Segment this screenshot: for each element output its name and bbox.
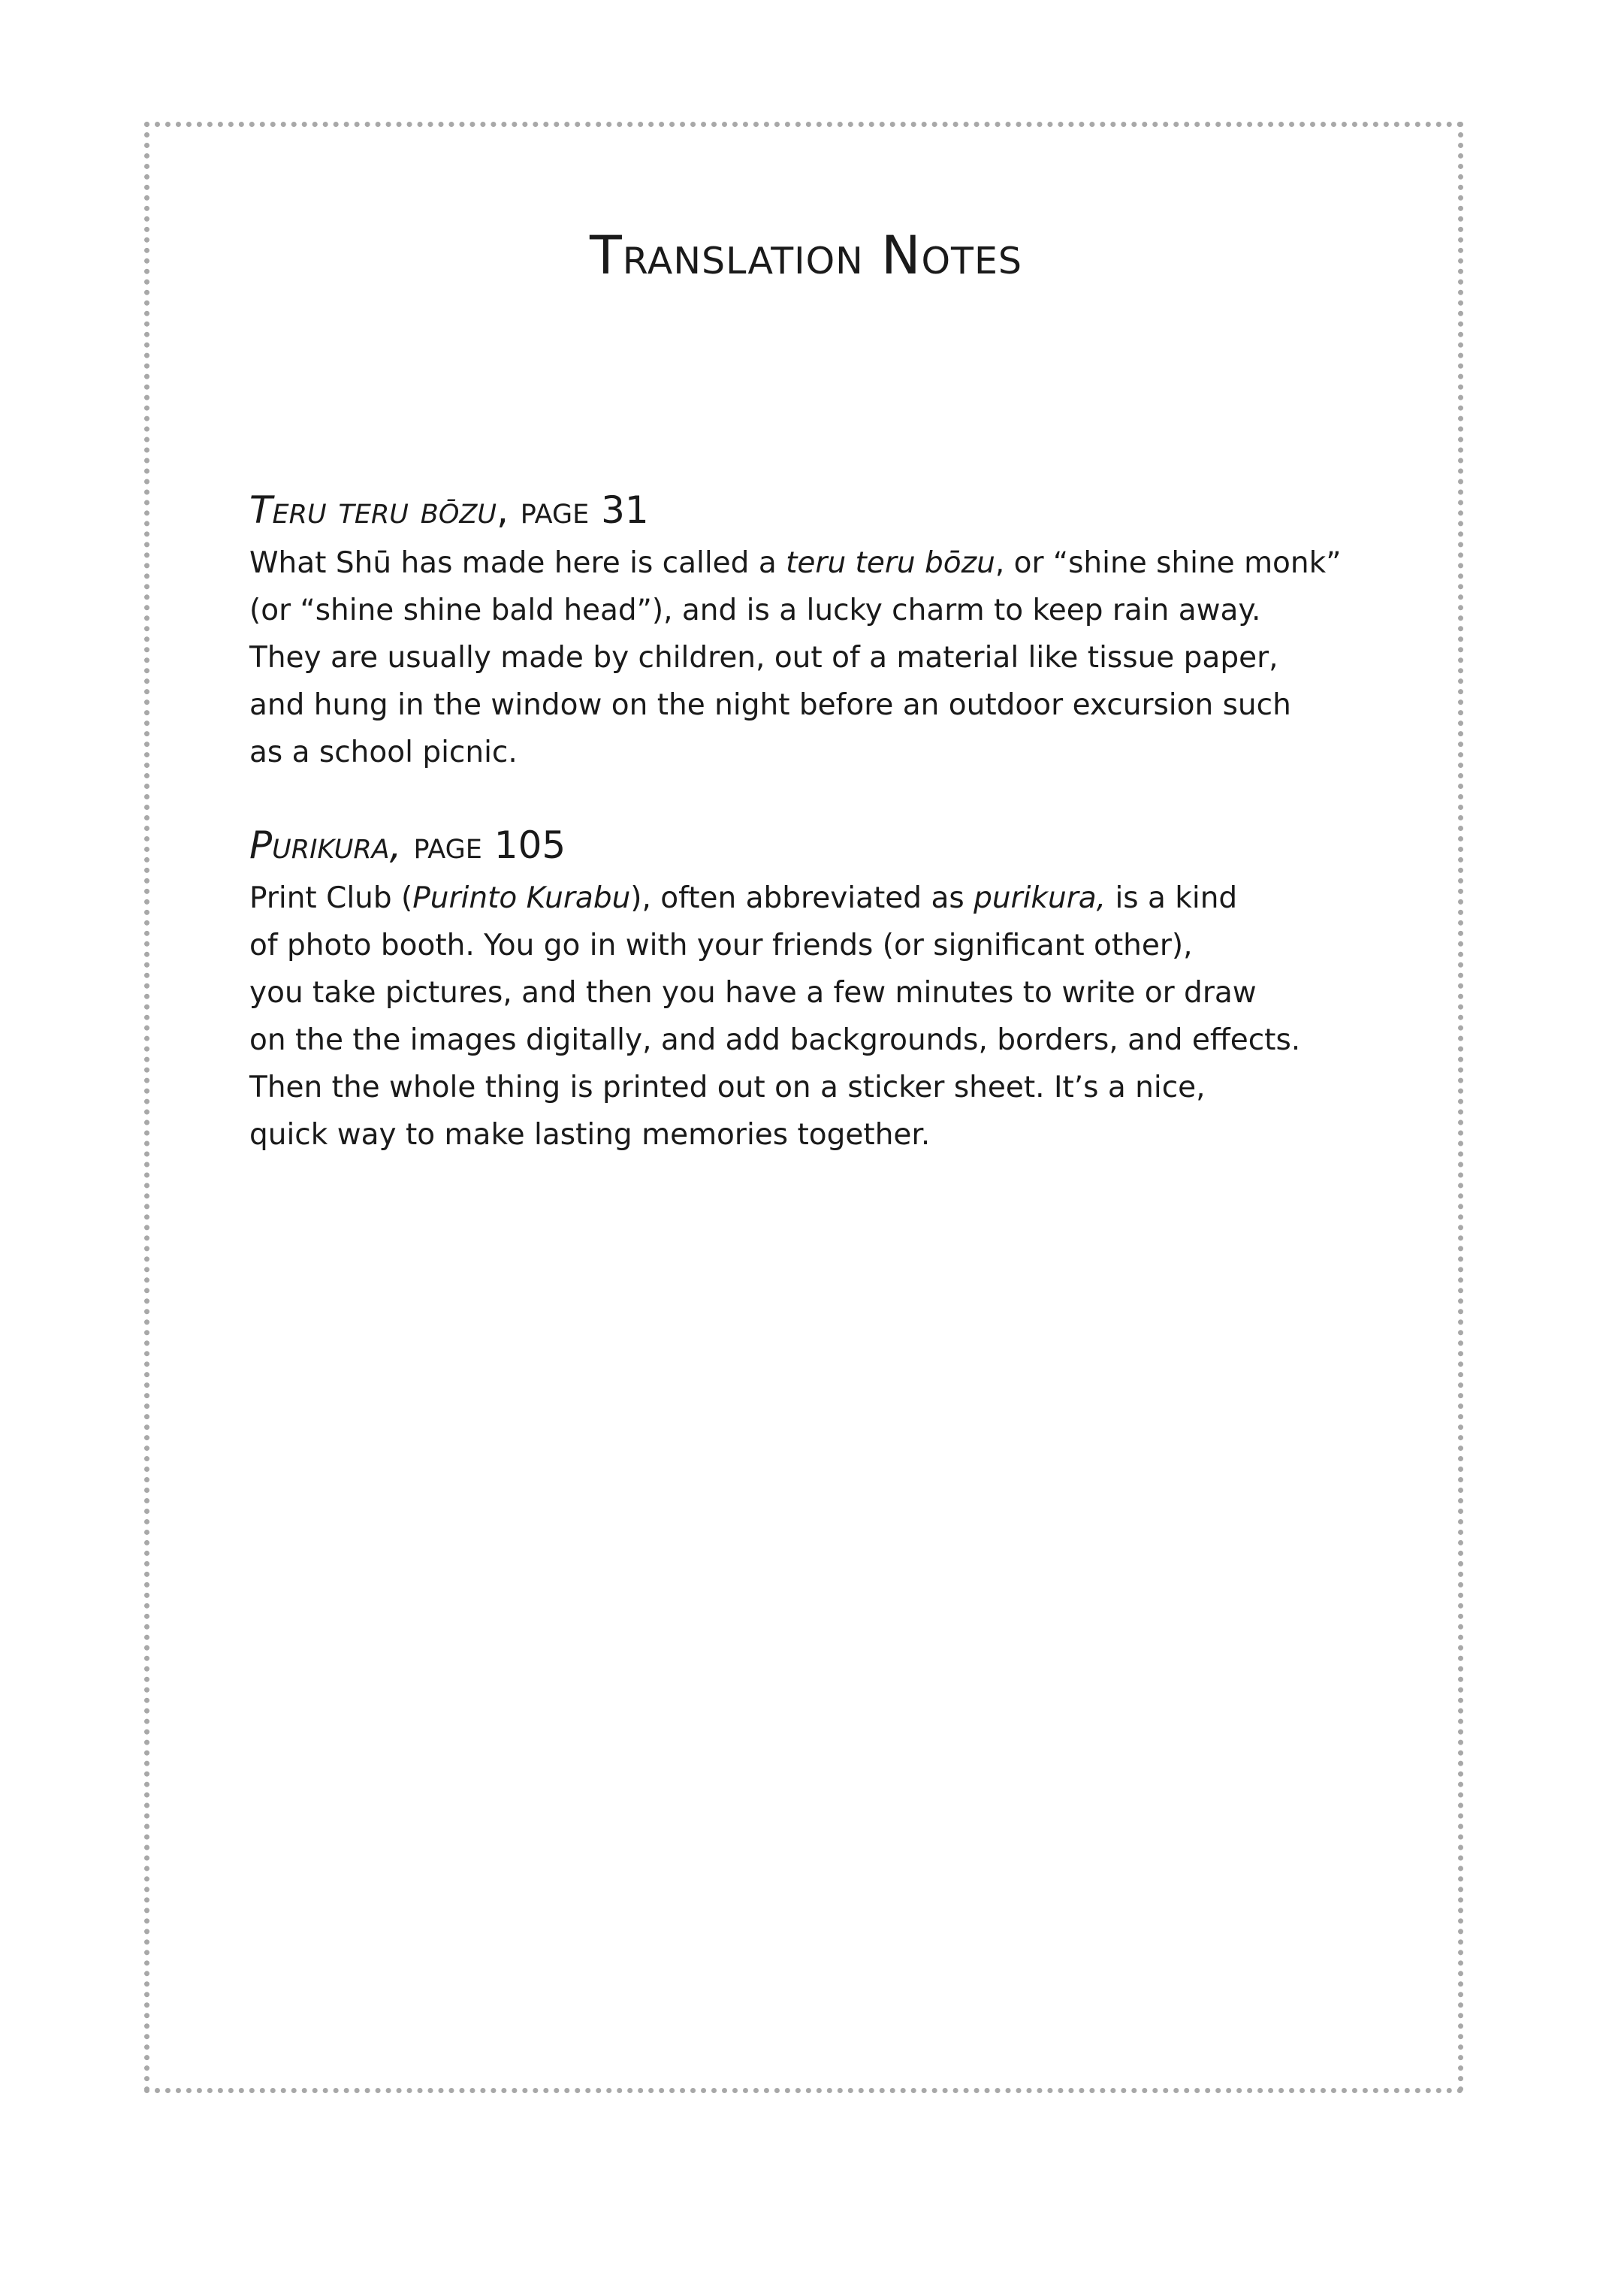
note-line: quick way to make lasting memories together. <box>249 1118 931 1152</box>
note-text: What Shū has made here is called a <box>249 546 786 580</box>
note-line: of photo booth. You go in with your friends (or significant other), <box>249 929 1193 962</box>
note-purikura <box>249 819 1316 1159</box>
note-separator: , <box>496 488 521 532</box>
note-text: Print Club ( <box>249 881 413 915</box>
note-term: Purikura, <box>249 823 402 867</box>
note-line: on the the images digitally, and add backgrounds, borders, and effects. <box>249 1023 1301 1057</box>
note-line: (or “shine shine bald head”), and is a lucky charm to keep rain away. <box>249 594 1261 627</box>
note-text: , or “shine shine monk” <box>995 546 1342 580</box>
note-italic-term: purikura, <box>974 881 1106 915</box>
note-teru-teru-bozu <box>249 484 1342 776</box>
note-term: Teru teru bōzu <box>249 488 497 532</box>
note-italic-term: Purinto Kurabu <box>412 881 631 915</box>
note-page-number: 105 <box>494 823 566 867</box>
note-line <box>249 539 1342 587</box>
note-line: you take pictures, and then you have a few minutes to write or draw <box>249 976 1257 1010</box>
page-title: Translation Notes <box>589 225 1023 286</box>
note-text: ), often abbreviated as <box>630 881 974 915</box>
note-text: is a kind <box>1106 881 1238 915</box>
note-body <box>249 539 1342 776</box>
note-heading <box>249 819 1316 872</box>
note-line <box>249 875 1316 922</box>
note-body <box>249 875 1316 1159</box>
note-line: They are usually made by children, out of a material like tissue paper, <box>249 641 1278 675</box>
note-page-label: page <box>520 488 590 532</box>
note-italic-term: teru teru bōzu <box>786 546 995 580</box>
note-line: as a school picnic. <box>249 736 518 769</box>
note-page-number: 31 <box>601 488 649 532</box>
note-heading <box>249 484 1316 536</box>
note-separator <box>402 823 414 867</box>
note-line: and hung in the window on the night before an outdoor excursion such <box>249 688 1291 722</box>
note-line: Then the whole thing is printed out on a sticker sheet. It’s a nice, <box>249 1071 1206 1104</box>
note-page-label: page <box>413 823 482 867</box>
